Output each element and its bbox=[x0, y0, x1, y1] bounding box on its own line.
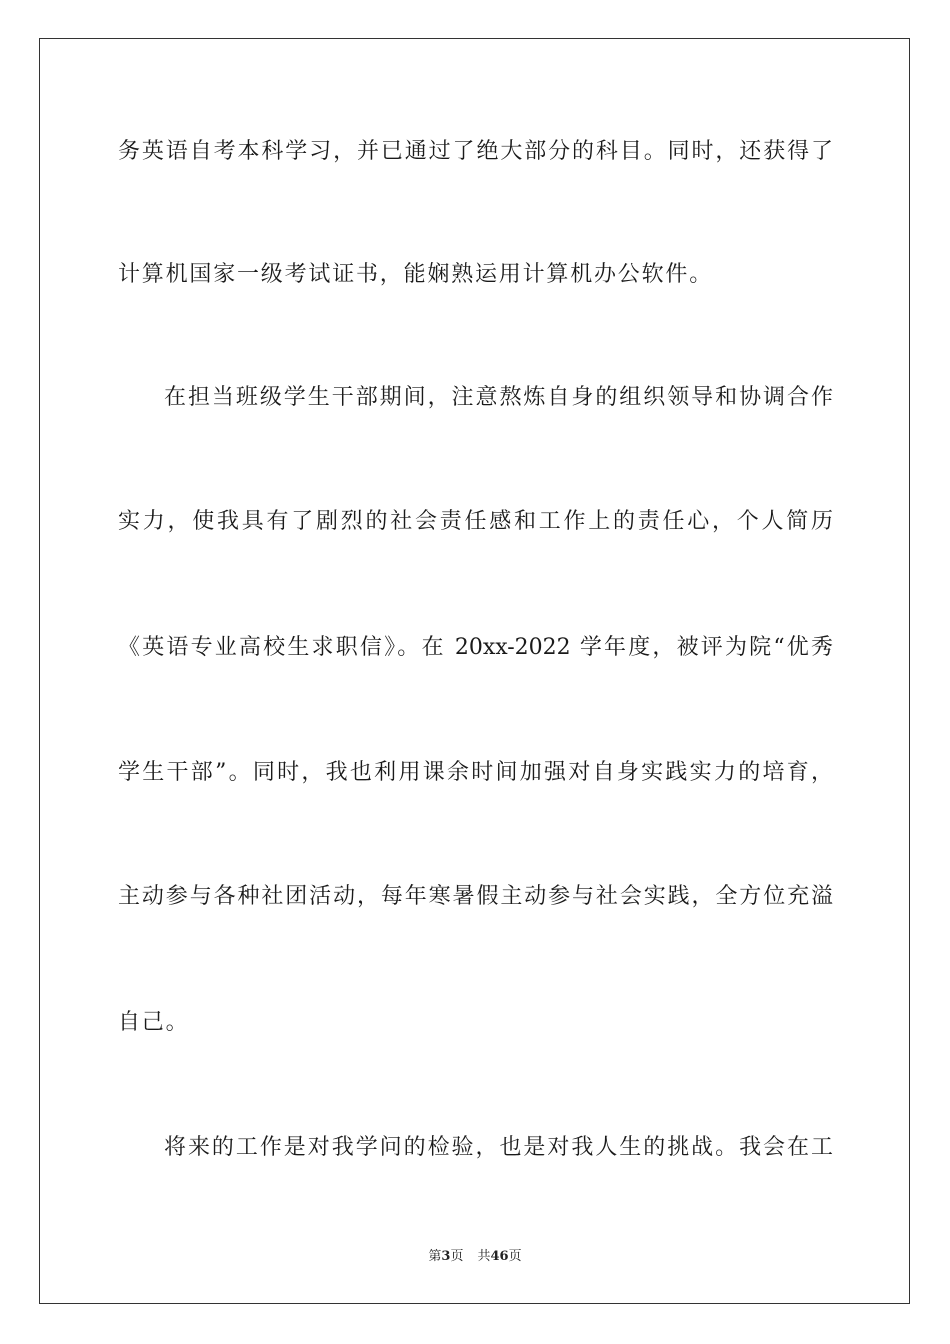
total-pages: 46 bbox=[490, 1249, 509, 1264]
text-line-2: 计算机国家一级考试证书，能娴熟运用计算机办公软件。 bbox=[118, 262, 714, 287]
paragraph-start-line-2: 将来的工作是对我学问的检验，也是对我人生的挑战。我会在工 bbox=[164, 1135, 833, 1160]
page-border bbox=[39, 38, 910, 1304]
page-suffix: 页 bbox=[450, 1249, 464, 1264]
text-line-4: 实力，使我具有了剧烈的社会责任感和工作上的责任心，个人简历 bbox=[118, 509, 833, 534]
paragraph-start-line: 在担当班级学生干部期间，注意熬炼自身的组织领导和协调合作 bbox=[164, 385, 833, 410]
total-suffix: 页 bbox=[508, 1249, 522, 1264]
text-line-8: 自己。 bbox=[118, 1010, 190, 1035]
text-line-7: 主动参与各种社团活动，每年寒暑假主动参与社会实践，全方位充溢 bbox=[118, 884, 833, 909]
page-footer bbox=[0, 1248, 950, 1266]
text-line-1: 务英语自考本科学习，并已通过了绝大部分的科目。同时，还获得了 bbox=[118, 139, 833, 164]
page-prefix: 第 bbox=[428, 1249, 442, 1264]
total-prefix: 共 bbox=[477, 1249, 491, 1264]
text-line-5: 《英语专业高校生求职信》。在 20xx-2022 学年度，被评为院“优秀 bbox=[118, 635, 833, 660]
text-line-6: 学生干部”。同时，我也利用课余时间加强对自身实践实力的培育， bbox=[118, 760, 833, 785]
page-number: 3 bbox=[441, 1249, 451, 1264]
